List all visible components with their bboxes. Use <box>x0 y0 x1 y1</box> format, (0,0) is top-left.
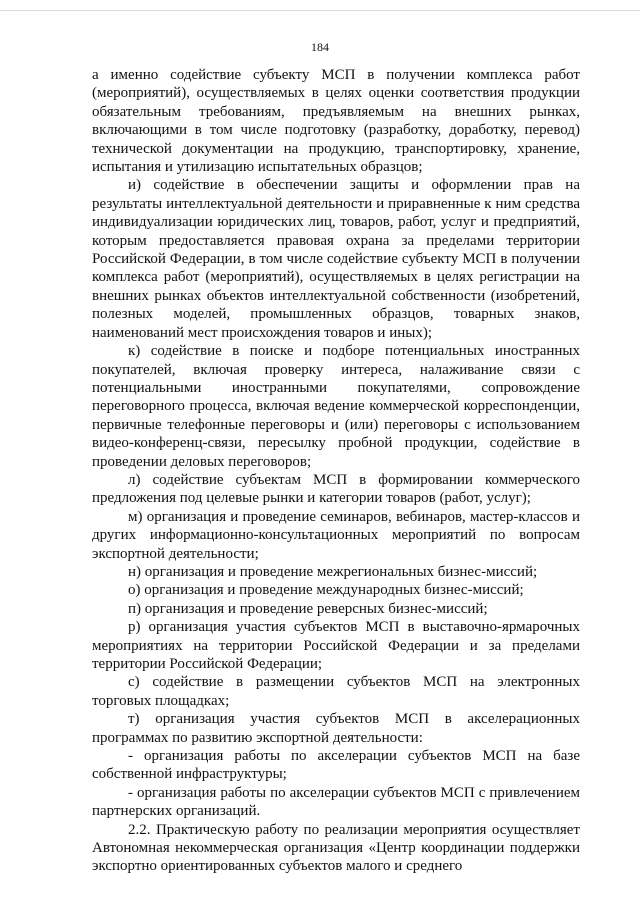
paragraph-subitem-own-infrastructure: - организация работы по акселерации субъектов МСП на базе собственной инфраструктуры; <box>92 748 580 783</box>
paragraph-item-p: п) организация и проведение реверсных бизнес-миссий; <box>128 600 488 617</box>
paragraph-section-2-2: 2.2. Практическую работу по реализации мероприятия осуществляет Автономная некоммерческая организация «Центр координации поддержки экспортно ориентированных субъектов малого и среднего <box>92 821 580 875</box>
paragraph-item-k: к) содействие в поиске и подборе потенциальных иностранных покупателей, включая проверку интереса, налаживание связи с потенциальными иностранными покупателями, сопровождение переговорного процесса, включая ведение коммерческой корреспонденции, первичные телефонные переговоры и (или) переговоры с использованием видео-конференц-связи, пересылку пробной продукции, содействие в проведении деловых переговоров; <box>92 343 580 470</box>
page-number: 184 <box>311 40 329 54</box>
paragraph-item-r: р) организация участия субъектов МСП в выставочно-ярмарочных мероприятиях на территории Российской Федерации и за пределами территории Российской Федерации; <box>92 619 580 672</box>
paragraph-item-i: и) содействие в обеспечении защиты и оформлении прав на результаты интеллектуальной деятельности и приравненные к ним средства индивидуализации юридических лиц, товаров, работ, услуг и предприятий, которым предоставляется правовая охрана за пределами территории Российской Федерации, в том числе содействие субъекту МСП в получении комплекса работ (мероприятий), осуществляемых в целях регистрации на внешних рынках объектов интеллектуальной собственности (изобретений, полезных моделей, промышленных образцов, товарных знаков, наименований мест происхождения товаров и иных); <box>92 177 580 341</box>
paragraph-item-m: м) организация и проведение семинаров, вебинаров, мастер-классов и других информационно-консультационных мероприятий по вопросам экспортной деятельности; <box>92 508 580 562</box>
document-body <box>92 66 580 876</box>
paragraph-item-n: н) организация и проведение межрегиональных бизнес-миссий; <box>128 563 538 580</box>
paragraph-item-l: л) содействие субъектам МСП в формировании коммерческого предложения под целевые рынки и категории товаров (работ, услуг); <box>92 471 580 507</box>
paragraph-continuation: а именно содействие субъекту МСП в получении комплекса работ (мероприятий), осуществляемых в целях оценки соответствия продукции обязательным требованиям, предъявляемым на внешних рынках, включающими в том числе подготовку (разработку, доработку, перевод) технической документации на продукцию, транспортировку, хранение, испытания и утилизацию испытательных образцов; <box>92 67 580 176</box>
scan-edge <box>0 0 640 11</box>
paragraph-item-t: т) организация участия субъектов МСП в акселерационных программах по развитию экспортной деятельности: <box>92 711 580 746</box>
paragraph-subitem-partners: - организация работы по акселерации субъектов МСП с привлечением партнерских организаций. <box>92 784 580 820</box>
paragraph-item-s: с) содействие в размещении субъектов МСП на электронных торговых площадках; <box>92 674 580 709</box>
paragraph-item-o: о) организация и проведение международных бизнес-миссий; <box>128 582 524 599</box>
